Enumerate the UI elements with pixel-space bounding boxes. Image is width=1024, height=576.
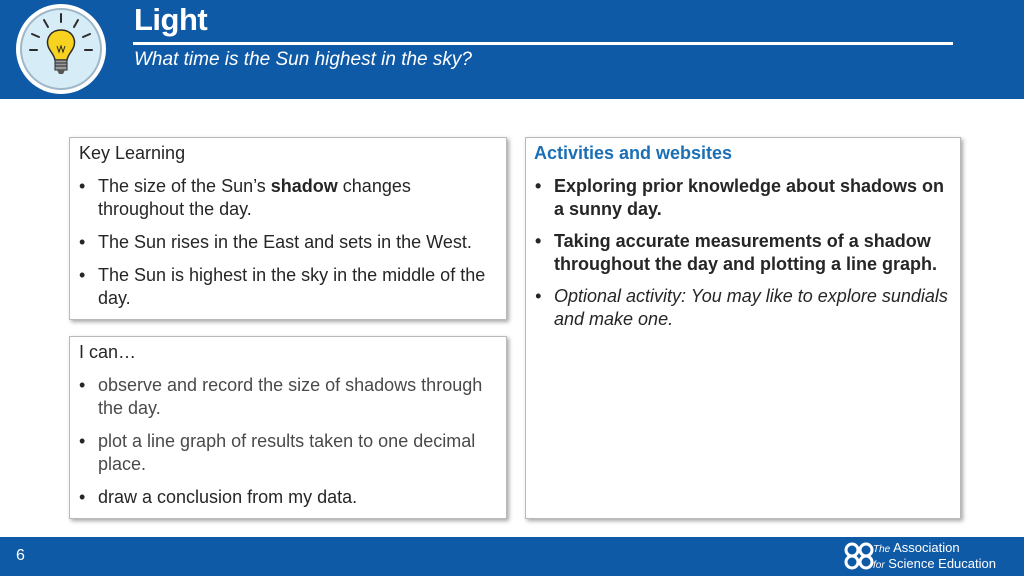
i-can-box [69,336,507,519]
key-learning-box [69,137,507,320]
list-item: • Exploring prior knowledge about shadows on a sunny day. [534,175,959,221]
logo-science-education: Science Education [888,556,996,571]
key-learning-heading: Key Learning [79,143,186,163]
footer-bar [0,537,1024,576]
activities-list [534,175,959,340]
list-item [78,175,498,221]
list-item: • plot a line graph of results taken to one decimal place. [78,430,498,476]
activities-box [525,137,961,519]
page-title: Light [134,2,208,37]
activities-heading: Activities and websites [534,143,733,163]
lightbulb-icon [14,2,108,96]
page-subtitle: What time is the Sun highest in the sky? [134,49,472,70]
item-text: The size of the Sun’s [98,176,271,196]
ase-logo-text [873,541,996,573]
list-item: • draw a conclusion from my data. [78,486,498,509]
list-item: • The Sun is highest in the sky in the middle of the day. [78,264,498,310]
ase-logo-icon [843,541,875,571]
item-text: changes throughout the day. [98,176,411,219]
list-item: • The Sun rises in the East and sets in the West. [78,231,498,254]
list-item: • observe and record the size of shadows through the day. [78,374,498,420]
i-can-heading: I can… [79,342,137,362]
page-number: 6 [16,547,25,564]
header-divider [133,42,953,45]
key-learning-list [78,175,498,320]
list-item: • Optional activity: You may like to explore sundials and make one. [534,285,959,331]
logo-association: Association [893,540,960,555]
header-bar [0,0,1024,99]
logo-the: The [873,544,891,555]
list-item: • Taking accurate measurements of a shadow throughout the day and plotting a line graph. [534,230,959,276]
logo-for: for [873,560,885,571]
item-emphasis: shadow [270,176,338,196]
i-can-list [78,374,498,519]
